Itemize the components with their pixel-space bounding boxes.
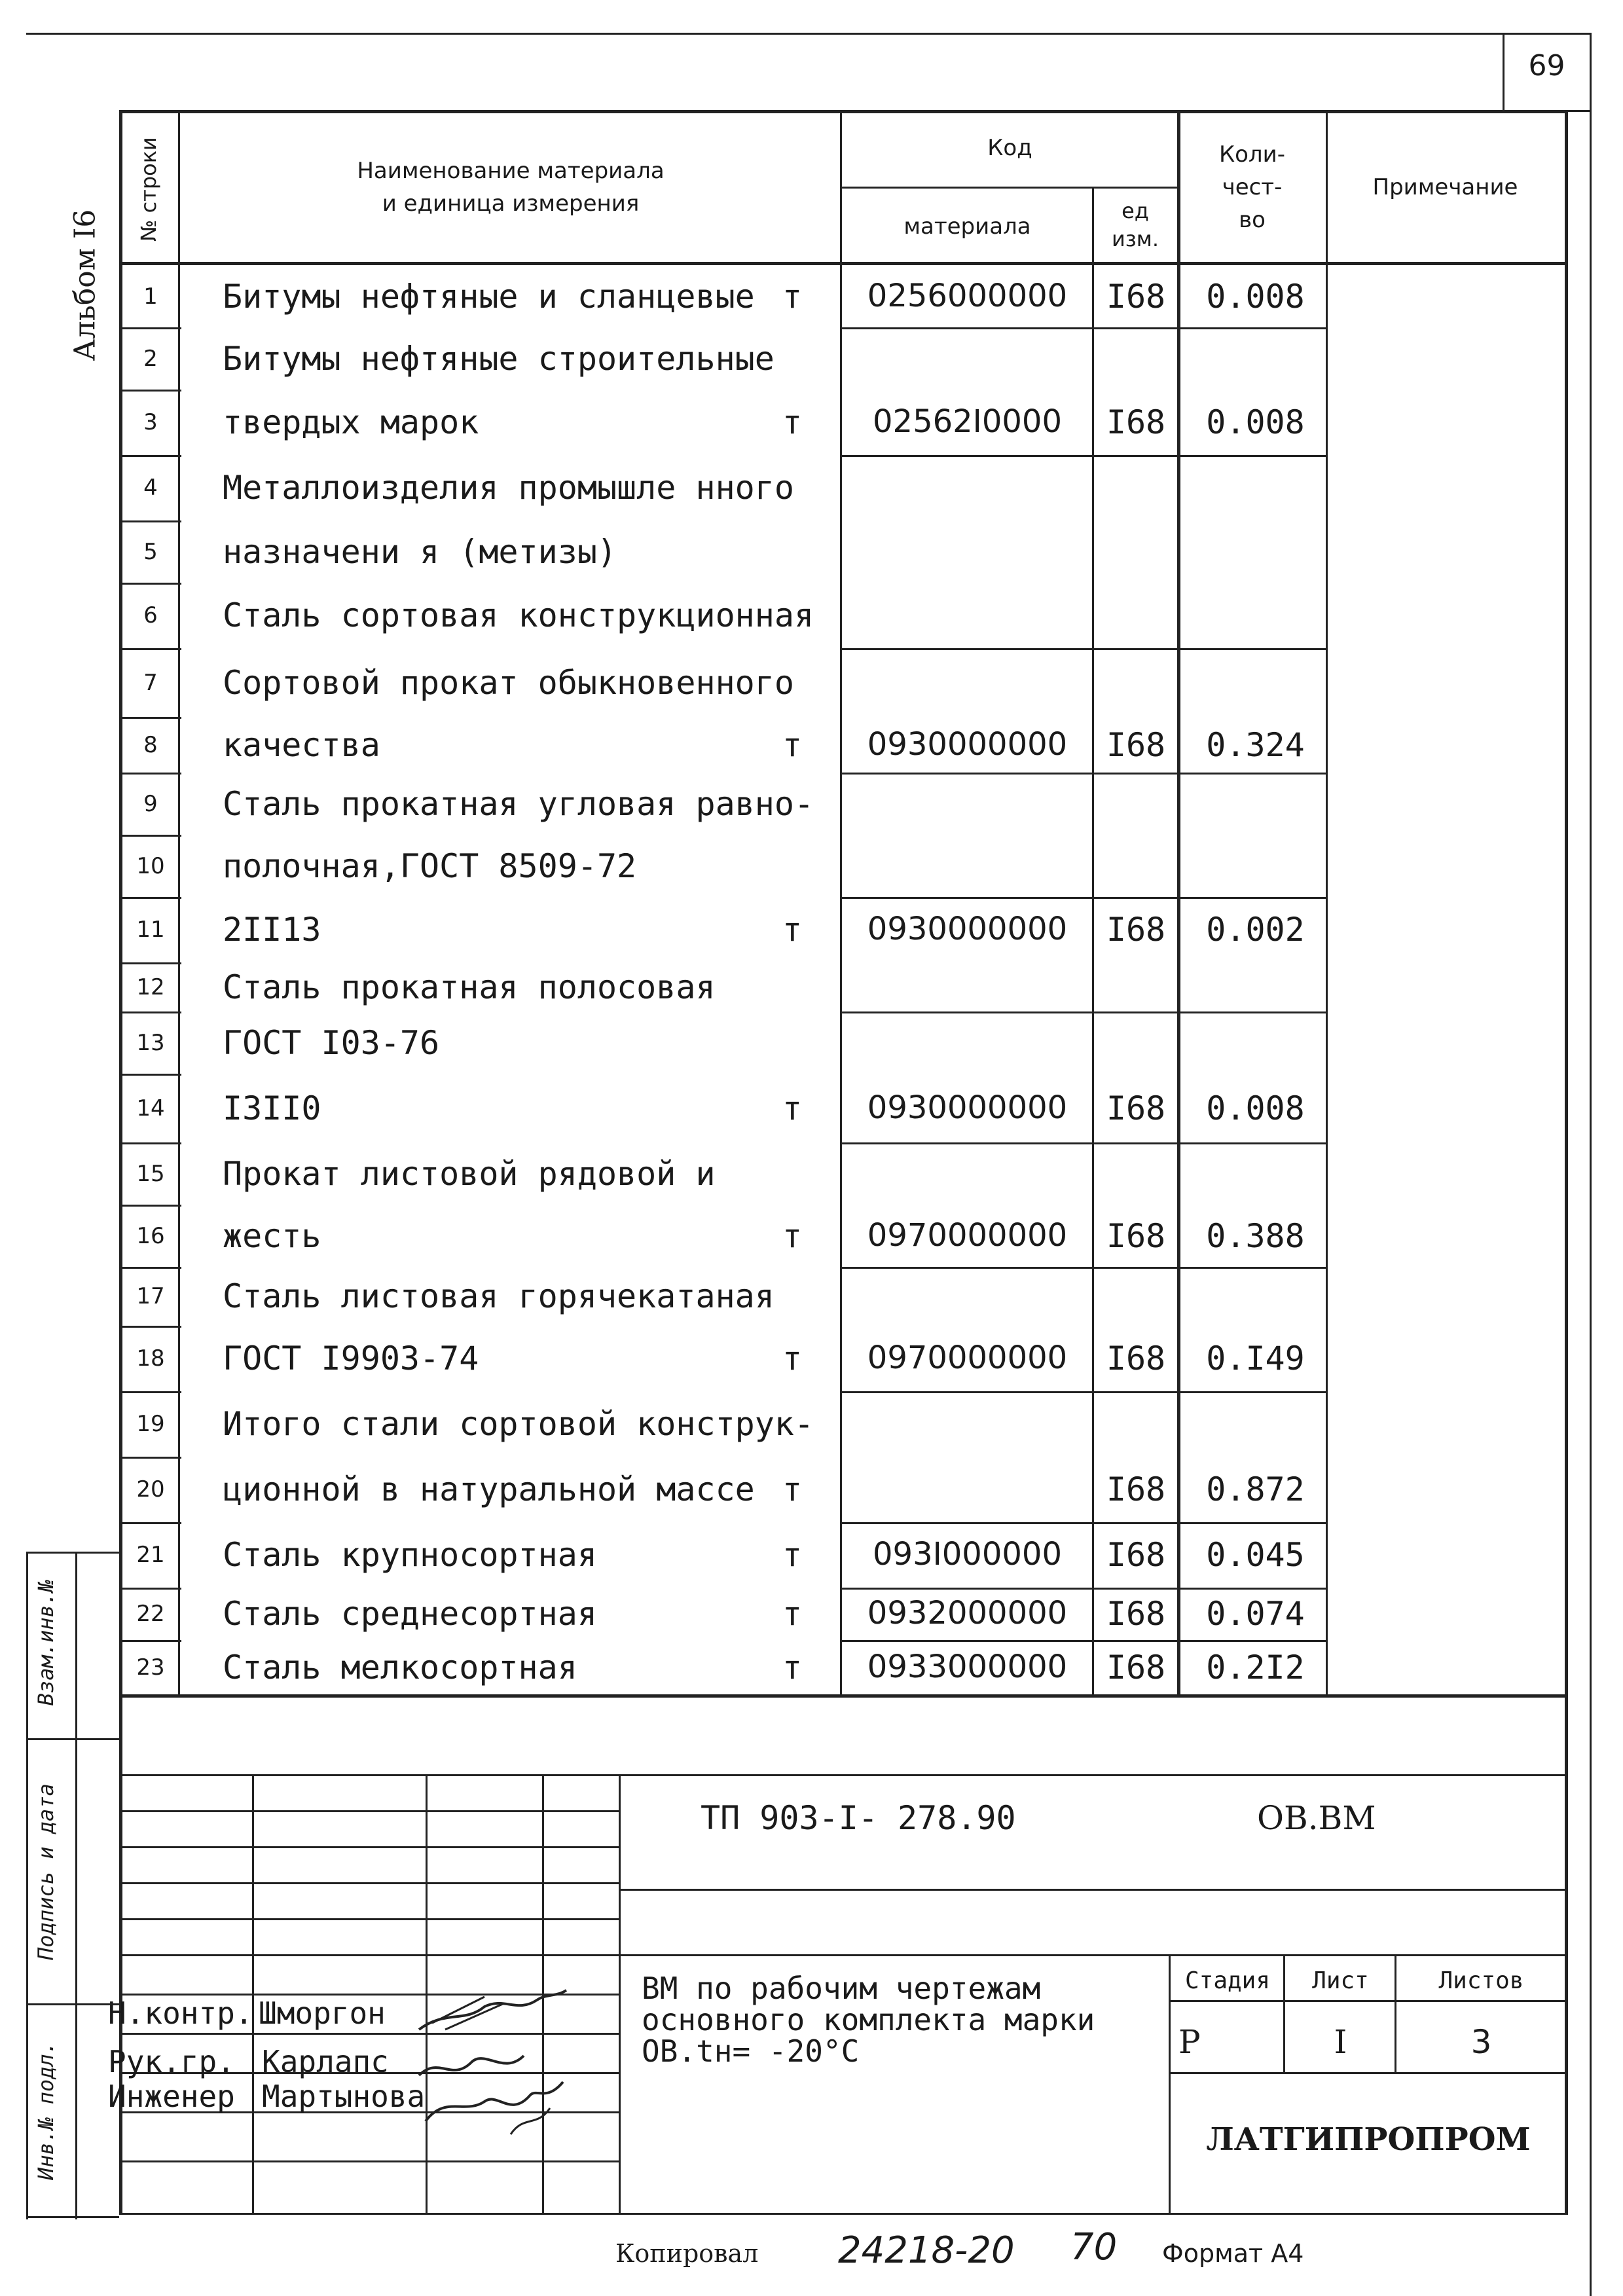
- sig-row-1: [119, 1810, 619, 1812]
- row-separator: [119, 455, 181, 457]
- titleblock-left-divider: [619, 1774, 621, 2213]
- row-material-code: 0930000000: [867, 1089, 1068, 1126]
- frame-bottom-line: [119, 2213, 1568, 2215]
- stage-col-mid: [1283, 1954, 1285, 2072]
- top-edge-line: [26, 33, 1591, 35]
- row-material-code: 0970000000: [867, 1216, 1068, 1254]
- row-unit-letter: т: [782, 725, 803, 764]
- code-row-separator: [840, 455, 1328, 457]
- code-row-separator: [840, 1522, 1328, 1524]
- row-number: 14: [136, 1095, 165, 1121]
- sig-row-10: [119, 2160, 619, 2162]
- stamp-top: [26, 1552, 119, 1554]
- row-unit-code: I68: [1106, 1595, 1166, 1633]
- row-unit-letter: т: [782, 403, 803, 441]
- sig-row-2: [119, 1846, 619, 1848]
- header-row-no: № строки: [136, 137, 161, 242]
- row-unit-letter: т: [782, 277, 803, 316]
- col-divider-unit: [1177, 110, 1180, 1694]
- col-divider-qty: [1326, 110, 1328, 1694]
- row-name: Битумы нефтяные и сланцевые: [223, 277, 755, 316]
- row-material-code: 0256000000: [867, 277, 1068, 314]
- stage-value: Р: [1178, 2023, 1201, 2061]
- row-name: Сталь прокатная полосовая: [223, 968, 716, 1006]
- desc-line1: ВМ по рабочим чертежам: [642, 1971, 1041, 2006]
- row-separator: [119, 1457, 181, 1459]
- sheet-label: Лист: [1312, 1967, 1369, 1994]
- album-label: Альбом I6: [68, 209, 102, 361]
- doc-mark: ОВ.ВМ: [1257, 1799, 1376, 1837]
- row-separator: [119, 1522, 181, 1524]
- row-name: ГОСТ I9903-74: [223, 1339, 479, 1377]
- row-number: 21: [136, 1542, 165, 1568]
- sig-row-4: [119, 1918, 619, 1920]
- row-quantity: 0.872: [1206, 1470, 1305, 1508]
- stamp-inv-replace: Взам.инв.№: [33, 1579, 58, 1706]
- role-1: Н.контр.: [108, 1995, 253, 2031]
- row-unit-letter: т: [782, 911, 803, 949]
- row-number: 5: [143, 538, 158, 565]
- row-separator: [119, 583, 181, 585]
- sig-row-5: [119, 1954, 619, 1956]
- row-unit-code: I68: [1106, 911, 1166, 949]
- stage-col-left: [1169, 1954, 1171, 2213]
- row-separator: [119, 520, 181, 522]
- row-quantity: 0.045: [1206, 1536, 1305, 1574]
- row-number: 1: [143, 283, 158, 310]
- row-unit-code: I68: [1106, 725, 1166, 764]
- code-row-separator: [840, 897, 1328, 899]
- row-unit-letter: т: [782, 1536, 803, 1574]
- row-number: 3: [143, 409, 158, 435]
- row-unit-letter: т: [782, 1595, 803, 1633]
- header-name-line2: и единица измерения: [382, 191, 640, 217]
- row-quantity: 0.008: [1206, 1089, 1305, 1127]
- row-number: 4: [143, 475, 158, 501]
- row-name: Сталь крупносортная: [223, 1536, 597, 1574]
- stage-label: Стадия: [1184, 1967, 1271, 1994]
- desc-line3: ОВ.tн= -20°С: [642, 2033, 860, 2069]
- row-separator: [119, 648, 181, 650]
- org-name: ЛАТГИПРОПРОМ: [1206, 2121, 1531, 2158]
- row-unit-letter: т: [782, 1648, 803, 1686]
- sheet-value: I: [1334, 2023, 1347, 2061]
- row-number: 22: [136, 1601, 165, 1627]
- row-unit-code: I68: [1106, 1339, 1166, 1377]
- row-unit-letter: т: [782, 1216, 803, 1255]
- row-name: Прокат листовой рядовой и: [223, 1154, 716, 1193]
- header-note: Примечание: [1372, 174, 1518, 200]
- stamp-div-2: [26, 2003, 119, 2005]
- row-separator: [119, 717, 181, 719]
- role-3: Инженер: [108, 2079, 235, 2114]
- row-number: 9: [143, 790, 158, 817]
- row-number: 11: [136, 917, 165, 943]
- table-bottom-line: [119, 1694, 1568, 1698]
- row-material-code: 0932000000: [867, 1595, 1068, 1631]
- row-name: назначени я (метизы): [223, 532, 617, 571]
- header-qty-line1: Коли-: [1218, 141, 1286, 168]
- footer-order-no: 24218-20: [838, 2229, 1015, 2272]
- row-separator: [119, 1588, 181, 1590]
- row-separator: [119, 835, 181, 837]
- row-separator: [119, 1142, 181, 1144]
- row-separator: [119, 962, 181, 964]
- row-number: 17: [136, 1283, 165, 1309]
- code-row-separator: [840, 327, 1328, 329]
- row-separator: [119, 1011, 181, 1013]
- row-number: 12: [136, 974, 165, 1000]
- header-code: Код: [987, 135, 1032, 161]
- code-row-separator: [840, 1142, 1328, 1144]
- col-divider-name: [840, 110, 842, 1694]
- row-separator: [119, 897, 181, 899]
- row-material-code: 0933000000: [867, 1648, 1068, 1685]
- header-material: материала: [903, 213, 1031, 240]
- signature-scribbles: [406, 1984, 576, 2141]
- name-1: Шморгон: [259, 1995, 386, 2031]
- code-row-separator: [840, 773, 1328, 774]
- row-number: 2: [143, 345, 158, 372]
- right-edge-line: [1590, 33, 1592, 2296]
- row-number: 8: [143, 731, 158, 758]
- row-quantity: 0.2I2: [1206, 1648, 1305, 1686]
- stage-value-bottom: [1169, 2072, 1568, 2074]
- row-unit-letter: т: [782, 1470, 803, 1508]
- row-separator: [119, 327, 181, 329]
- header-unit-line1: ед: [1122, 198, 1149, 223]
- page-number-box-left: [1503, 33, 1504, 111]
- sheets-label: Листов: [1438, 1967, 1524, 1994]
- row-name: Металлоизделия промышле нного: [223, 469, 794, 507]
- row-quantity: 0.324: [1206, 725, 1305, 764]
- stamp-inv-orig: Инв.№ подл.: [33, 2041, 58, 2180]
- doc-code: ТП 903-I- 278.90: [701, 1799, 1016, 1837]
- row-name: Сталь прокатная угловая равно-: [223, 784, 814, 823]
- row-number: 16: [136, 1222, 165, 1249]
- code-row-separator: [840, 1391, 1328, 1393]
- row-name: полочная,ГОСТ 8509-72: [223, 847, 637, 885]
- row-separator: [119, 390, 181, 392]
- row-number: 10: [136, 852, 165, 879]
- row-unit-letter: т: [782, 1089, 803, 1127]
- row-separator: [119, 773, 181, 774]
- row-separator: [119, 1074, 181, 1076]
- stamp-strip-inner: [75, 1552, 77, 2219]
- row-unit-letter: т: [782, 1339, 803, 1377]
- row-material-code: 0930000000: [867, 911, 1068, 947]
- footer-format: Формат А4: [1162, 2239, 1304, 2268]
- row-quantity: 0.008: [1206, 403, 1305, 441]
- row-number: 13: [136, 1029, 165, 1056]
- row-name: I3II0: [223, 1089, 321, 1127]
- row-separator: [119, 1205, 181, 1207]
- row-name: Сталь листовая горячекатаная: [223, 1277, 775, 1315]
- row-separator: [119, 1640, 181, 1642]
- code-row-separator: [840, 1011, 1328, 1013]
- row-number: 20: [136, 1476, 165, 1503]
- row-name: Битумы нефтяные строительные: [223, 339, 775, 378]
- row-name: Итого стали сортовой конструк-: [223, 1405, 814, 1443]
- titleblock-desc-top: [619, 1954, 1568, 1956]
- row-number: 15: [136, 1160, 165, 1187]
- row-name: Сортовой прокат обыкновенного: [223, 663, 794, 702]
- row-separator: [119, 1391, 181, 1393]
- row-name: жесть: [223, 1216, 321, 1255]
- sheets-value: 3: [1470, 2023, 1492, 2061]
- row-quantity: 0.I49: [1206, 1339, 1305, 1377]
- row-number: 18: [136, 1345, 165, 1372]
- row-name: качества: [223, 725, 380, 764]
- row-unit-code: I68: [1106, 277, 1166, 316]
- row-unit-code: I68: [1106, 1216, 1166, 1255]
- row-material-code: 093I000000: [872, 1536, 1062, 1573]
- row-quantity: 0.002: [1206, 911, 1305, 949]
- stage-label-bottom: [1169, 2000, 1568, 2002]
- row-unit-code: I68: [1106, 1648, 1166, 1686]
- header-bottom-line: [119, 262, 1568, 265]
- row-unit-code: I68: [1106, 1089, 1166, 1127]
- row-separator: [119, 1326, 181, 1328]
- row-name: Сталь среднесортная: [223, 1595, 597, 1633]
- titleblock-code-bottom: [619, 1889, 1568, 1891]
- row-unit-code: I68: [1106, 403, 1166, 441]
- row-quantity: 0.388: [1206, 1216, 1305, 1255]
- footer-copied: Копировал: [615, 2239, 759, 2268]
- row-material-code: 02562I0000: [872, 403, 1062, 440]
- code-row-separator: [840, 648, 1328, 650]
- sig-row-3: [119, 1882, 619, 1884]
- code-row-separator: [840, 1640, 1328, 1642]
- stamp-strip-left: [26, 1552, 28, 2219]
- code-row-separator: [840, 1588, 1328, 1590]
- name-2: Карлапс: [262, 2044, 389, 2079]
- row-number: 23: [136, 1654, 165, 1681]
- header-qty-line3: во: [1239, 207, 1266, 233]
- desc-line2: основного комплекта марки: [642, 2002, 1095, 2037]
- header-qty-line2: чест-: [1222, 174, 1283, 200]
- row-name: ГОСТ I03-76: [223, 1023, 440, 1062]
- footer-order-sub: 70: [1070, 2226, 1118, 2269]
- row-number: 19: [136, 1411, 165, 1437]
- name-3: Мартынова: [262, 2079, 426, 2114]
- row-name: твердых марок: [223, 403, 479, 441]
- stamp-sign-date: Подпись и дата: [33, 1783, 58, 1960]
- role-2: Рук.гр.: [108, 2044, 235, 2079]
- row-number: 6: [143, 602, 158, 629]
- row-name: 2II13: [223, 911, 321, 949]
- code-subheader-line: [840, 187, 1177, 189]
- row-unit-code: I68: [1106, 1470, 1166, 1508]
- stamp-div-1: [26, 1738, 119, 1740]
- row-number: 7: [143, 669, 158, 696]
- stamp-bottom: [26, 2216, 119, 2218]
- titleblock-top-line: [119, 1774, 1568, 1776]
- code-row-separator: [840, 1267, 1328, 1269]
- header-unit-line2: изм.: [1111, 227, 1159, 251]
- stage-col-right: [1395, 1954, 1396, 2072]
- row-name: ционной в натуральной массе: [223, 1470, 755, 1508]
- row-unit-code: I68: [1106, 1536, 1166, 1574]
- header-name-line1: Наименование материала: [357, 158, 665, 184]
- row-material-code: 0930000000: [867, 725, 1068, 763]
- row-name: Сталь мелкосортная: [223, 1648, 577, 1686]
- row-material-code: 0970000000: [867, 1339, 1068, 1376]
- frame-right-line: [1565, 110, 1568, 2215]
- row-separator: [119, 1267, 181, 1269]
- frame-top-line: [119, 110, 1568, 113]
- page-number: 69: [1528, 49, 1565, 82]
- row-quantity: 0.074: [1206, 1595, 1305, 1633]
- row-quantity: 0.008: [1206, 277, 1305, 316]
- row-name: Сталь сортовая конструкционная: [223, 596, 814, 634]
